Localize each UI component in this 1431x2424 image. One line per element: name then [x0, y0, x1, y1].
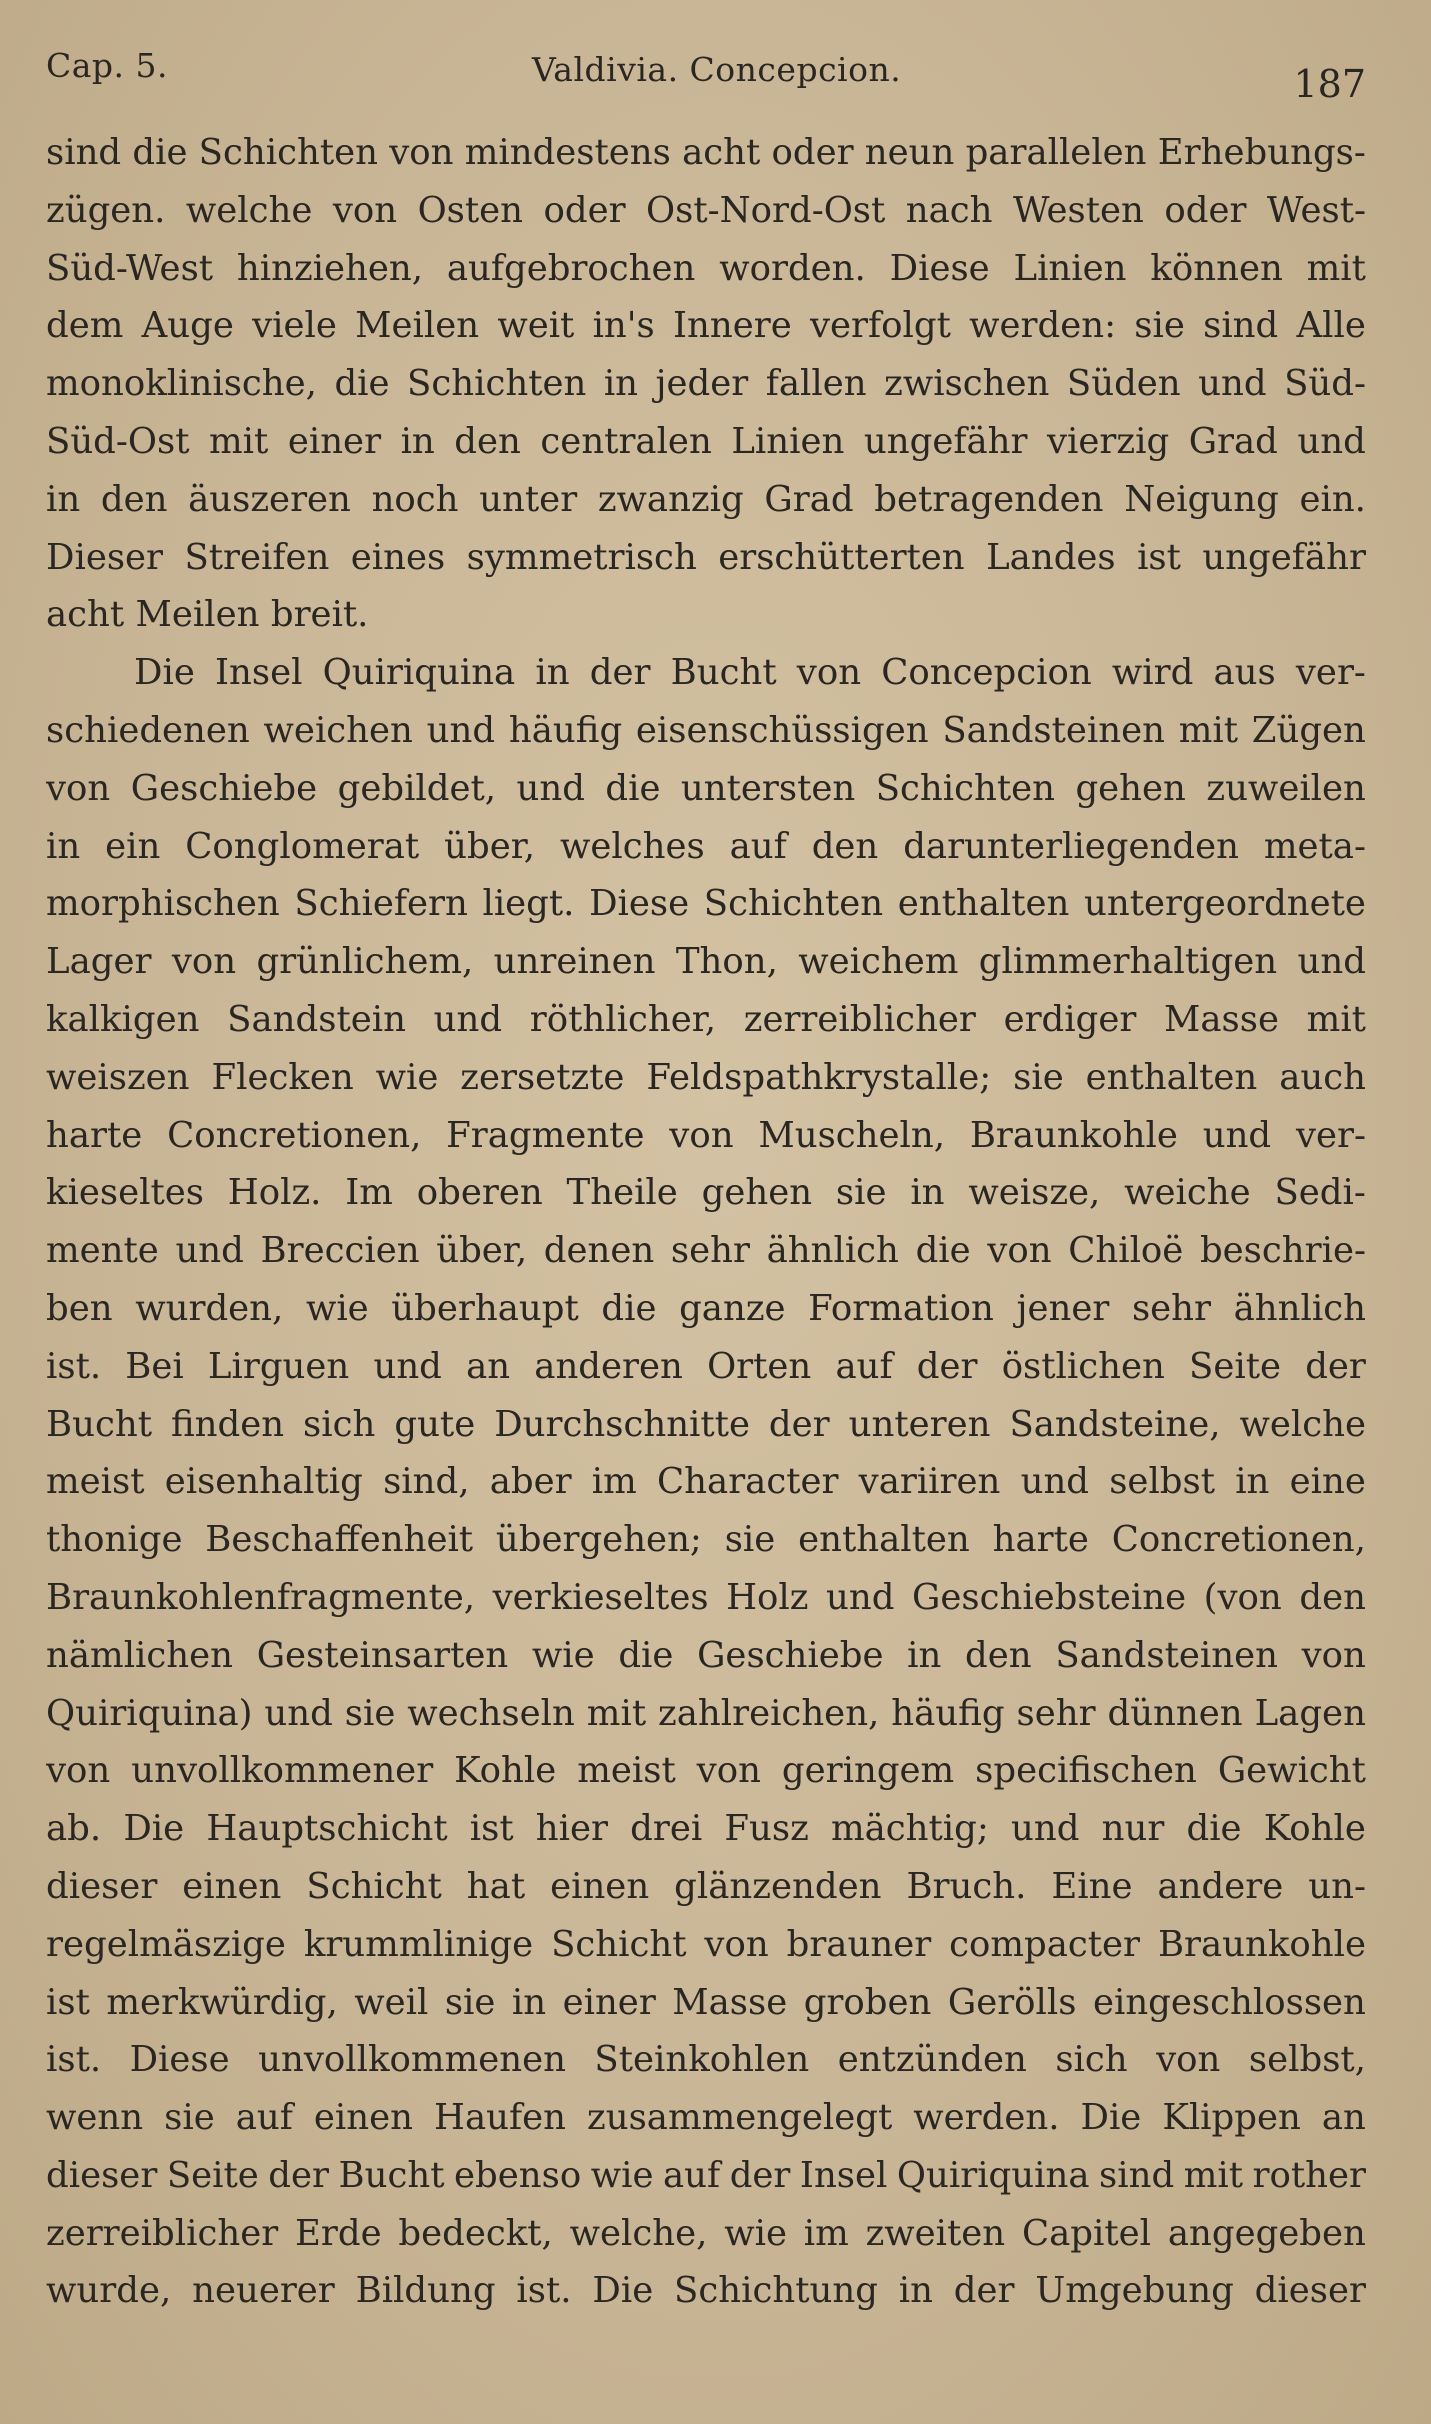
- text-line: kalkigen Sandstein und röthlicher, zerreiblicher erdiger Masse mit: [46, 998, 1366, 1040]
- text-line: harte Concretionen, Fragmente von Muscheln, Braunkohle und ver-: [46, 1114, 1366, 1156]
- text-line: monoklinische, die Schichten in jeder fallen zwischen Süden und Süd-: [46, 363, 1366, 405]
- chapter-label: Cap. 5.: [46, 46, 169, 85]
- text-line: kieseltes Holz. Im oberen Theile gehen sie in weisze, weiche Sedi-: [46, 1172, 1366, 1214]
- text-line: zügen. welche von Osten oder Ost-Nord-Ost nach Westen oder West-: [46, 189, 1366, 231]
- running-head: [46, 42, 1366, 112]
- text-line: dieser einen Schicht hat einen glänzenden Bruch. Eine andere un-: [46, 1865, 1366, 1907]
- text-line: Quiriquina) und sie wechseln mit zahlreichen, häufig sehr dünnen Lagen: [46, 1692, 1366, 1734]
- text-line: acht Meilen breit.: [46, 594, 369, 636]
- text-line: weiszen Flecken wie zersetzte Feldspathkrystalle; sie enthalten auch: [46, 1056, 1366, 1098]
- text-line: wurde, neuerer Bildung ist. Die Schichtung in der Umgebung dieser: [46, 2270, 1366, 2312]
- text-line: in ein Conglomerat über, welches auf den darunterliegenden meta-: [46, 825, 1366, 867]
- text-line: Bucht finden sich gute Durchschnitte der unteren Sandsteine, welche: [46, 1403, 1366, 1445]
- text-line: meist eisenhaltig sind, aber im Character variiren und selbst in eine: [46, 1461, 1366, 1503]
- text-line: sind die Schichten von mindestens acht oder neun parallelen Erhebungs-: [46, 132, 1366, 173]
- text-line: ab. Die Hauptschicht ist hier drei Fusz mächtig; und nur die Kohle: [46, 1808, 1366, 1850]
- text-line: Dieser Streifen eines symmetrisch erschütterten Landes ist ungefähr: [46, 536, 1366, 578]
- text-line: Die Insel Quiriquina in der Bucht von Concepcion wird aus ver-: [134, 652, 1366, 694]
- text-line: wenn sie auf einen Haufen zusammengelegt werden. Die Klippen an: [46, 2097, 1366, 2139]
- text-line: dieser Seite der Bucht ebenso wie auf der Insel Quiriquina sind mit rother: [46, 2154, 1366, 2196]
- text-line: Braunkohlenfragmente, verkieseltes Holz und Geschiebsteine (von den: [46, 1576, 1366, 1618]
- text-line: nämlichen Gesteinsarten wie die Geschiebe in den Sandsteinen von: [46, 1634, 1366, 1676]
- text-line: mente und Breccien über, denen sehr ähnlich die von Chiloë beschrie-: [46, 1230, 1366, 1272]
- text-line: ist. Diese unvollkommenen Steinkohlen entzünden sich von selbst,: [46, 2039, 1366, 2081]
- text-line: Süd-West hinziehen, aufgebrochen worden. Diese Linien können mit: [46, 247, 1366, 289]
- text-line: in den äuszeren noch unter zwanzig Grad betragenden Neigung ein.: [46, 478, 1366, 520]
- text-line: regelmäszige krummlinige Schicht von brauner compacter Braunkohle: [46, 1923, 1366, 1965]
- paragraph-1: [46, 124, 1366, 644]
- running-title: Valdivia. Concepcion.: [532, 50, 902, 89]
- text-line: von Geschiebe gebildet, und die untersten Schichten gehen zuweilen: [46, 767, 1366, 809]
- text-line: zerreiblicher Erde bedeckt, welche, wie im zweiten Capitel angegeben: [46, 2212, 1366, 2254]
- paragraph-2: [46, 644, 1366, 2320]
- body-text: [46, 124, 1366, 2320]
- text-line: ist merkwürdig, weil sie in einer Masse groben Gerölls eingeschlossen: [46, 1981, 1366, 2023]
- text-line: Süd-Ost mit einer in den centralen Linien ungefähr vierzig Grad und: [46, 420, 1366, 462]
- text-line: ist. Bei Lirguen und an anderen Orten auf der östlichen Seite der: [46, 1345, 1366, 1387]
- text-line: morphischen Schiefern liegt. Diese Schichten enthalten untergeordnete: [46, 883, 1366, 925]
- text-line: thonige Beschaffenheit übergehen; sie enthalten harte Concretionen,: [46, 1519, 1366, 1561]
- text-line: dem Auge viele Meilen weit in's Innere verfolgt werden: sie sind Alle: [46, 305, 1366, 347]
- page-number: 187: [1293, 62, 1366, 106]
- text-line: schiedenen weichen und häufig eisenschüssigen Sandsteinen mit Zügen: [46, 709, 1366, 751]
- text-line: ben wurden, wie überhaupt die ganze Formation jener sehr ähnlich: [46, 1287, 1366, 1329]
- text-line: Lager von grünlichem, unreinen Thon, weichem glimmerhaltigen und: [46, 941, 1366, 983]
- text-line: von unvollkommener Kohle meist von geringem specifischen Gewicht: [46, 1750, 1366, 1792]
